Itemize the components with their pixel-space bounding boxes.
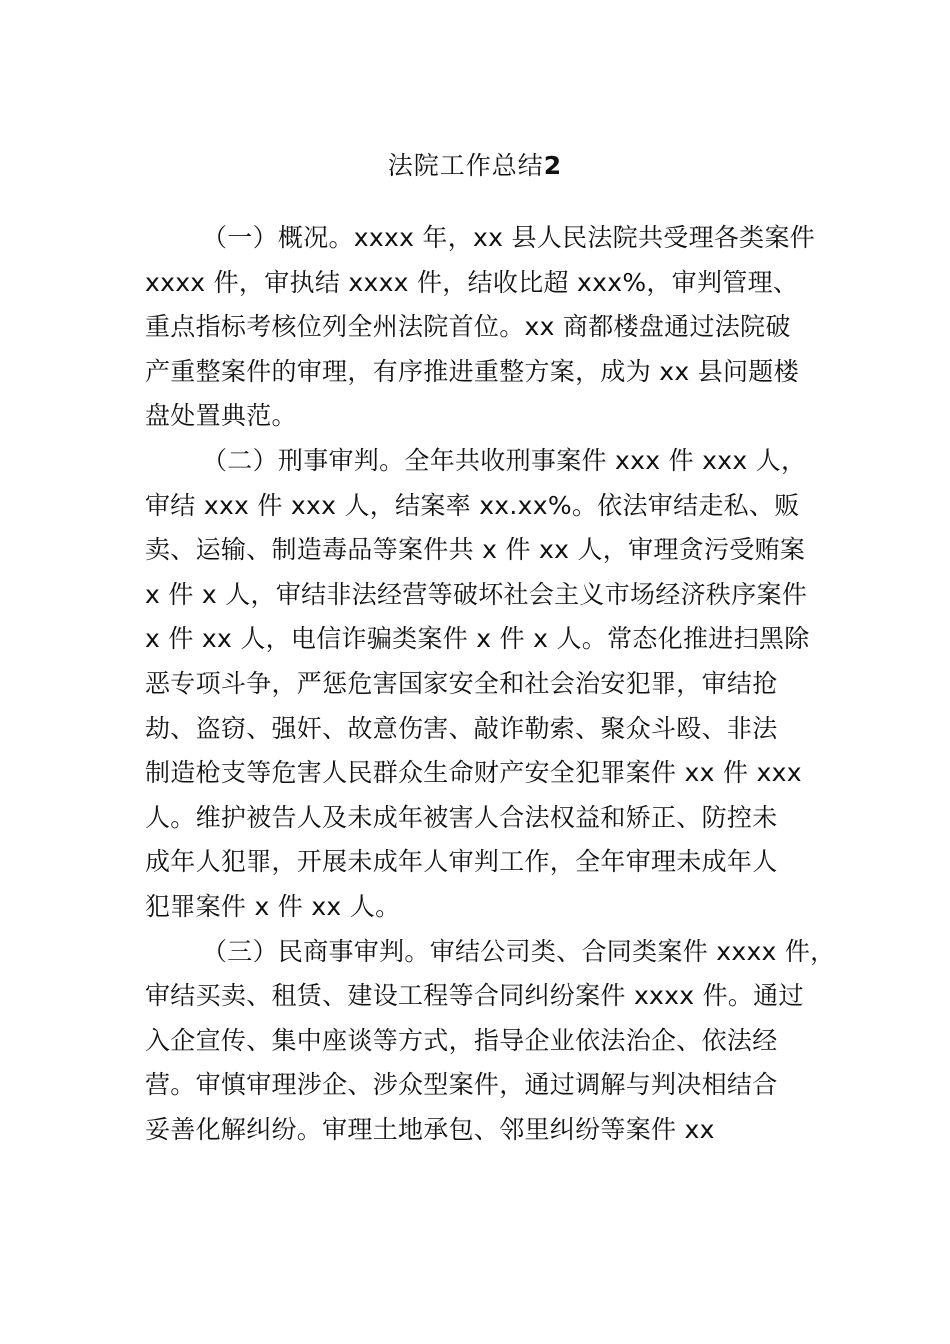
title-text: 法院工作总结 <box>387 151 544 180</box>
paragraph-line: 人。维护被告人及未成年被害人合法权益和矫正、防控未 <box>145 802 778 832</box>
paragraph-line: xxxx 件，审执结 xxxx 件，结收比超 xxx%，审判管理、 <box>145 267 799 297</box>
paragraph-line: 审结买卖、租赁、建设工程等合同纠纷案件 xxxx 件。通过 <box>145 981 804 1011</box>
paragraph-line: x 件 xx 人，电信诈骗类案件 x 件 x 人。常态化推进扫黑除 <box>145 624 810 654</box>
paragraph-line: 成年人犯罪，开展未成年人审判工作，全年审理未成年人 <box>145 847 778 877</box>
paragraph-line: 产重整案件的审理，有序推进重整方案，成为 xx 县问题楼 <box>145 356 799 386</box>
paragraph-line: （一）概况。xxxx 年，xx 县人民法院共受理各类案件 <box>202 223 816 252</box>
paragraph-line: 妥善化解纠纷。审理土地承包、邻里纠纷等案件 xx <box>145 1114 715 1144</box>
title-number: 2 <box>543 151 563 180</box>
document-body <box>145 216 835 1152</box>
paragraph-line: 营。审慎审理涉企、涉众型案件，通过调解与判决相结合 <box>145 1070 778 1100</box>
paragraph-line: 盘处置典范。 <box>145 401 297 431</box>
paragraph-line: x 件 x 人，审结非法经营等破坏社会主义市场经济秩序案件 <box>145 579 808 609</box>
paragraph-overview <box>145 216 835 439</box>
paragraph-line: 犯罪案件 x 件 xx 人。 <box>145 891 401 921</box>
paragraph-line: 制造枪支等危害人民群众生命财产安全犯罪案件 xx 件 xxx <box>145 758 802 788</box>
paragraph-line: （三）民商事审判。审结公司类、合同类案件 xxxx 件， <box>202 936 836 966</box>
paragraph-line: 卖、运输、制造毒品等案件共 x 件 xx 人，审理贪污受贿案 <box>145 535 806 565</box>
paragraph-line: 重点指标考核位列全州法院首位。xx 商都楼盘通过法院破 <box>145 312 791 342</box>
paragraph-civil-commercial-trial <box>145 930 835 1153</box>
page-title <box>0 146 950 186</box>
paragraph-line: 入企宣传、集中座谈等方式，指导企业依法治企、依法经 <box>145 1025 778 1055</box>
paragraph-criminal-trial <box>145 439 835 930</box>
paragraph-line: 劫、盗窃、强奸、故意伤害、敲诈勒索、聚众斗殴、非法 <box>145 713 778 743</box>
paragraph-line: 审结 xxx 件 xxx 人，结案率 xx.xx%。依法审结走私、贩 <box>145 490 800 520</box>
paragraph-line: （二）刑事审判。全年共收刑事案件 xxx 件 xxx 人， <box>202 445 807 475</box>
paragraph-line: 恶专项斗争，严惩危害国家安全和社会治安犯罪，审结抢 <box>145 668 778 698</box>
